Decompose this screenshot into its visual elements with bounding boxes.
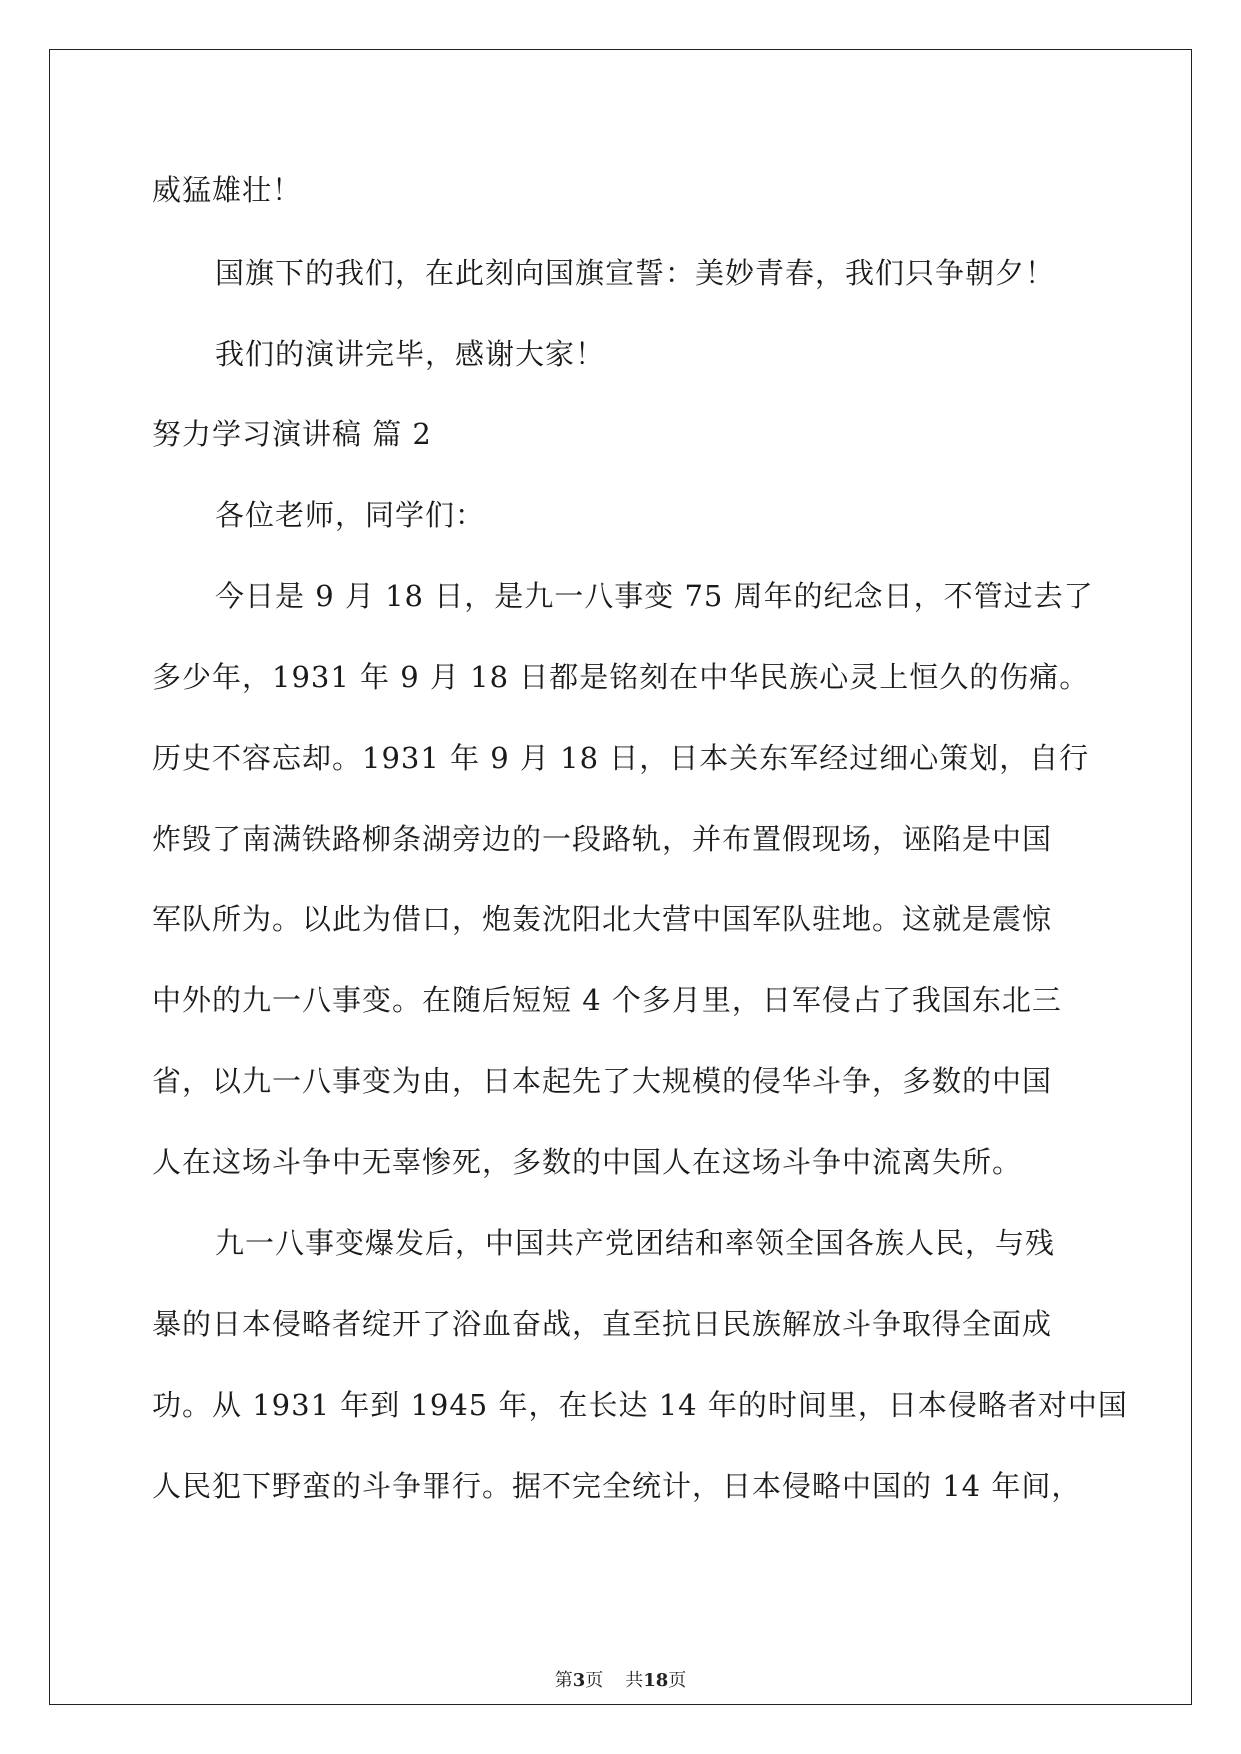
footer-page-current: 3 (572, 1670, 586, 1691)
text-line-8: 历史不容忘却。1931 年 9 月 18 日，日本关东军经过细心策划，自行 (152, 741, 1090, 775)
text-line-6: 今日是 9 月 18 日，是九一八事变 75 周年的纪念日，不管过去了 (215, 579, 1094, 613)
paragraph-oath: 国旗下的我们，在此刻向国旗宣誓：美妙青春，我们只争朝夕！ (215, 256, 1056, 290)
text-line-15: 暴的日本侵略者绽开了浴血奋战，直至抗日民族解放斗争取得全面成 (152, 1307, 1053, 1341)
text-line-16: 功。从 1931 年到 1945 年，在长达 14 年的时间里，日本侵略者对中国 (152, 1388, 1128, 1422)
text-line-9: 炸毁了南满铁路柳条湖旁边的一段路轨，并布置假现场，诬陷是中国 (152, 822, 1053, 856)
text-line-14: 九一八事变爆发后，中国共产党团结和率领全国各族人民，与残 (215, 1226, 1056, 1260)
text-line-10: 军队所为。以此为借口，炮轰沈阳北大营中国军队驻地。这就是震惊 (152, 902, 1053, 936)
page-footer (0, 1666, 1241, 1692)
text-line-12: 省，以九一八事变为由，日本起先了大规模的侵华斗争，多数的中国 (152, 1064, 1053, 1098)
text-line-17: 人民犯下野蛮的斗争罪行。据不完全统计，日本侵略中国的 14 年间， (152, 1469, 1082, 1503)
text-line-1: 威猛雄壮！ (152, 173, 303, 207)
text-line-11: 中外的九一八事变。在随后短短 4 个多月里，日军侵占了我国东北三 (152, 983, 1062, 1017)
footer-page-prefix: 第 (554, 1670, 573, 1691)
text-line-7: 多少年，1931 年 9 月 18 日都是铭刻在中华民族心灵上恒久的伤痛。 (152, 660, 1090, 694)
footer-page-total: 18 (643, 1670, 669, 1691)
section-heading: 努力学习演讲稿 篇 2 (152, 417, 432, 451)
text-line-13: 人在这场斗争中无辜惨死，多数的中国人在这场斗争中流离失所。 (152, 1145, 1023, 1179)
salutation: 各位老师，同学们： (215, 498, 486, 532)
footer-page-unit: 页 (585, 1670, 604, 1691)
footer-total-prefix: 共 (625, 1670, 644, 1691)
page-border (49, 49, 1192, 1705)
footer-total-unit: 页 (668, 1670, 687, 1691)
paragraph-closing: 我们的演讲完毕，感谢大家！ (215, 337, 606, 371)
